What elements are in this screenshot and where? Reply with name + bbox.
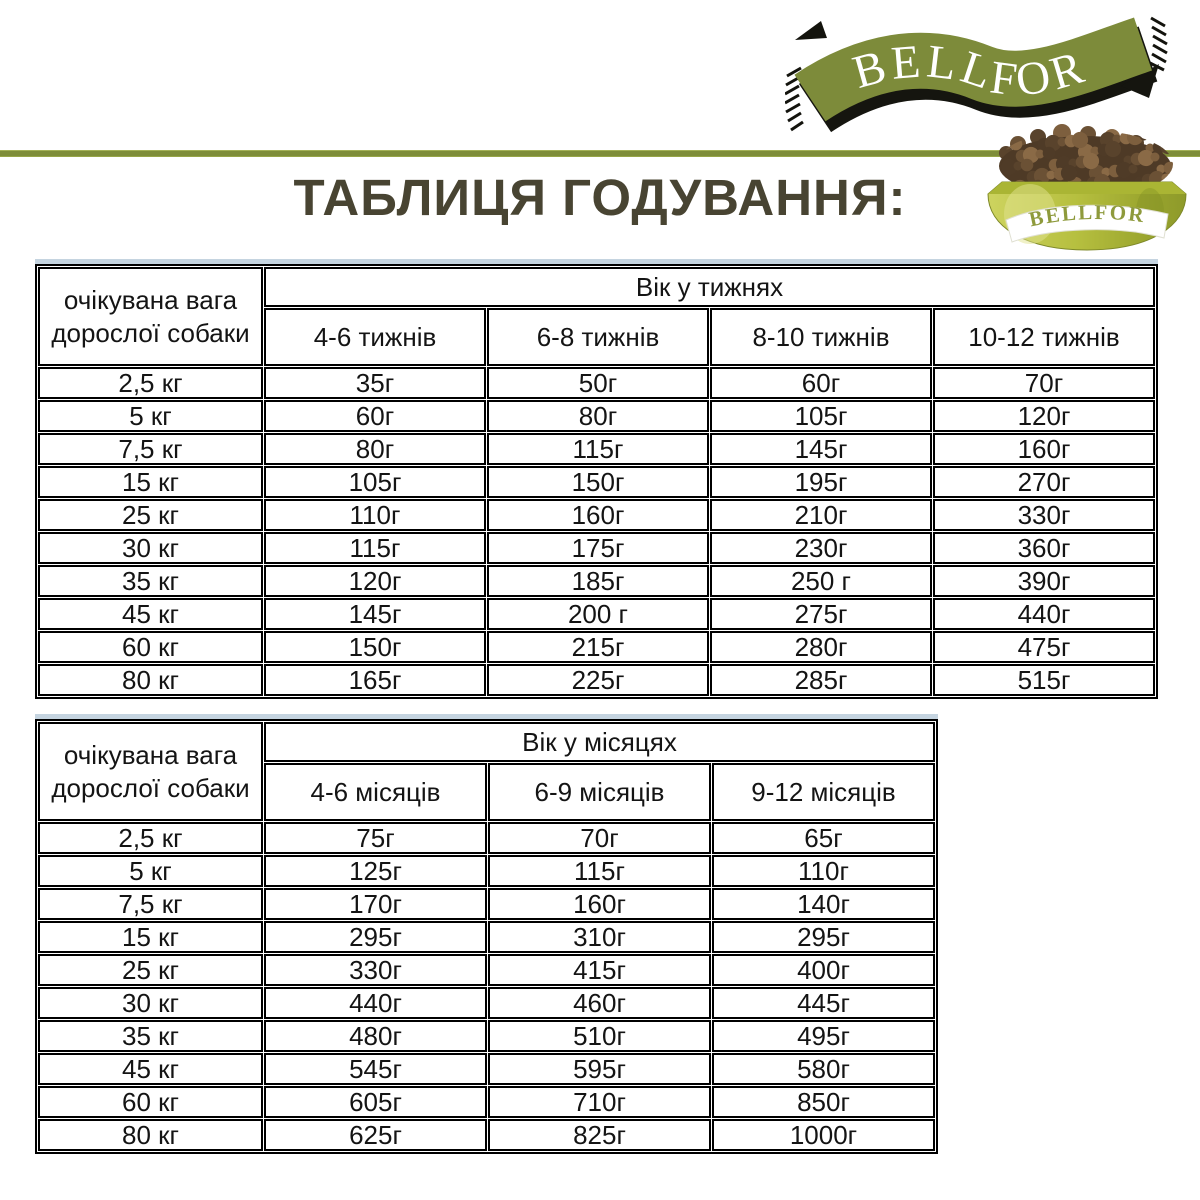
age-column-header: 4-6 тижнів xyxy=(264,308,486,366)
amount-cell: 200 г xyxy=(487,598,709,630)
weight-cell: 80 кг xyxy=(38,1119,263,1151)
group-header-row xyxy=(38,722,935,762)
table-row xyxy=(38,888,935,920)
amount-cell: 710г xyxy=(488,1086,711,1118)
amount-cell: 280г xyxy=(710,631,932,663)
table-row xyxy=(38,1119,935,1151)
amount-cell: 330г xyxy=(264,954,487,986)
table-row xyxy=(38,987,935,1019)
table-row xyxy=(38,400,1155,432)
table-row xyxy=(38,954,935,986)
age-column-header: 6-9 місяців xyxy=(488,763,711,821)
table-row xyxy=(38,433,1155,465)
weight-cell: 45 кг xyxy=(38,598,263,630)
amount-cell: 115г xyxy=(264,532,486,564)
amount-cell: 140г xyxy=(712,888,935,920)
table-row xyxy=(38,631,1155,663)
weight-cell: 2,5 кг xyxy=(38,822,263,854)
amount-cell: 145г xyxy=(264,598,486,630)
weight-corner-header: очікувана вага дорослої собаки xyxy=(38,722,263,821)
weight-cell: 80 кг xyxy=(38,664,263,696)
age-column-header: 4-6 місяців xyxy=(264,763,487,821)
weight-cell: 7,5 кг xyxy=(38,433,263,465)
amount-cell: 75г xyxy=(264,822,487,854)
age-group-header: Вік у місяцях xyxy=(264,722,935,762)
amount-cell: 475г xyxy=(933,631,1155,663)
amount-cell: 165г xyxy=(264,664,486,696)
amount-cell: 415г xyxy=(488,954,711,986)
amount-cell: 105г xyxy=(264,466,486,498)
amount-cell: 210г xyxy=(710,499,932,531)
amount-cell: 105г xyxy=(710,400,932,432)
age-column-header: 6-8 тижнів xyxy=(487,308,709,366)
weight-cell: 35 кг xyxy=(38,565,263,597)
weight-corner-header: очікувана вага дорослої собаки xyxy=(38,267,263,366)
amount-cell: 70г xyxy=(933,367,1155,399)
amount-cell: 120г xyxy=(933,400,1155,432)
age-column-header: 9-12 місяців xyxy=(712,763,935,821)
amount-cell: 110г xyxy=(264,499,486,531)
amount-cell: 175г xyxy=(487,532,709,564)
table-row xyxy=(38,1086,935,1118)
amount-cell: 225г xyxy=(487,664,709,696)
weight-cell: 30 кг xyxy=(38,532,263,564)
amount-cell: 445г xyxy=(712,987,935,1019)
weight-cell: 5 кг xyxy=(38,400,263,432)
table-row xyxy=(38,532,1155,564)
weight-cell: 35 кг xyxy=(38,1020,263,1052)
amount-cell: 160г xyxy=(933,433,1155,465)
amount-cell: 275г xyxy=(710,598,932,630)
amount-cell: 580г xyxy=(712,1053,935,1085)
weight-cell: 60 кг xyxy=(38,1086,263,1118)
table-row xyxy=(38,367,1155,399)
amount-cell: 110г xyxy=(712,855,935,887)
amount-cell: 440г xyxy=(933,598,1155,630)
amount-cell: 115г xyxy=(487,433,709,465)
amount-cell: 495г xyxy=(712,1020,935,1052)
amount-cell: 285г xyxy=(710,664,932,696)
amount-cell: 360г xyxy=(933,532,1155,564)
amount-cell: 60г xyxy=(710,367,932,399)
amount-cell: 440г xyxy=(264,987,487,1019)
table-row xyxy=(38,1053,935,1085)
weeks-table-section xyxy=(35,259,1158,699)
amount-cell: 545г xyxy=(264,1053,487,1085)
bellfor-logo xyxy=(785,6,1170,141)
weight-cell: 25 кг xyxy=(38,954,263,986)
months-table-section xyxy=(35,714,938,1154)
amount-cell: 125г xyxy=(264,855,487,887)
amount-cell: 230г xyxy=(710,532,932,564)
amount-cell: 115г xyxy=(488,855,711,887)
weight-cell: 45 кг xyxy=(38,1053,263,1085)
months-feeding-table xyxy=(35,719,938,1154)
weight-cell: 2,5 кг xyxy=(38,367,263,399)
table-row xyxy=(38,466,1155,498)
table-row xyxy=(38,598,1155,630)
weight-cell: 15 кг xyxy=(38,921,263,953)
weight-cell: 15 кг xyxy=(38,466,263,498)
ribbon-hatch-right xyxy=(1150,18,1167,70)
amount-cell: 145г xyxy=(710,433,932,465)
amount-cell: 80г xyxy=(487,400,709,432)
amount-cell: 460г xyxy=(488,987,711,1019)
table-row xyxy=(38,565,1155,597)
amount-cell: 595г xyxy=(488,1053,711,1085)
amount-cell: 65г xyxy=(712,822,935,854)
amount-cell: 60г xyxy=(264,400,486,432)
table-row xyxy=(38,664,1155,696)
amount-cell: 1000г xyxy=(712,1119,935,1151)
amount-cell: 510г xyxy=(488,1020,711,1052)
amount-cell: 330г xyxy=(933,499,1155,531)
amount-cell: 150г xyxy=(264,631,486,663)
amount-cell: 70г xyxy=(488,822,711,854)
table-row xyxy=(38,1020,935,1052)
amount-cell: 480г xyxy=(264,1020,487,1052)
amount-cell: 515г xyxy=(933,664,1155,696)
amount-cell: 160г xyxy=(488,888,711,920)
table-row xyxy=(38,855,935,887)
amount-cell: 215г xyxy=(487,631,709,663)
amount-cell: 160г xyxy=(487,499,709,531)
age-column-header: 8-10 тижнів xyxy=(710,308,932,366)
weeks-feeding-table xyxy=(35,264,1158,699)
weight-cell: 25 кг xyxy=(38,499,263,531)
group-header-row xyxy=(38,267,1155,307)
logo-text: BELLFOR xyxy=(847,35,1094,107)
amount-cell: 295г xyxy=(264,921,487,953)
weight-cell: 5 кг xyxy=(38,855,263,887)
weight-cell: 60 кг xyxy=(38,631,263,663)
amount-cell: 170г xyxy=(264,888,487,920)
amount-cell: 50г xyxy=(487,367,709,399)
amount-cell: 80г xyxy=(264,433,486,465)
amount-cell: 35г xyxy=(264,367,486,399)
amount-cell: 625г xyxy=(264,1119,487,1151)
amount-cell: 195г xyxy=(710,466,932,498)
table-row xyxy=(38,822,935,854)
amount-cell: 295г xyxy=(712,921,935,953)
page-title: ТАБЛИЦЯ ГОДУВАННЯ: xyxy=(293,169,907,226)
amount-cell: 150г xyxy=(487,466,709,498)
amount-cell: 605г xyxy=(264,1086,487,1118)
amount-cell: 850г xyxy=(712,1086,935,1118)
amount-cell: 400г xyxy=(712,954,935,986)
age-group-header: Вік у тижнях xyxy=(264,267,1155,307)
weight-cell: 7,5 кг xyxy=(38,888,263,920)
amount-cell: 270г xyxy=(933,466,1155,498)
amount-cell: 310г xyxy=(488,921,711,953)
age-column-header: 10-12 тижнів xyxy=(933,308,1155,366)
ribbon-fold xyxy=(795,21,827,40)
table-row xyxy=(38,921,935,953)
bowl-ribbon-text: BELLFOR xyxy=(1026,199,1148,232)
amount-cell: 185г xyxy=(487,565,709,597)
amount-cell: 825г xyxy=(488,1119,711,1151)
amount-cell: 250 г xyxy=(710,565,932,597)
weight-cell: 30 кг xyxy=(38,987,263,1019)
amount-cell: 120г xyxy=(264,565,486,597)
amount-cell: 390г xyxy=(933,565,1155,597)
table-row xyxy=(38,499,1155,531)
dog-food-bowl-image xyxy=(978,124,1196,256)
